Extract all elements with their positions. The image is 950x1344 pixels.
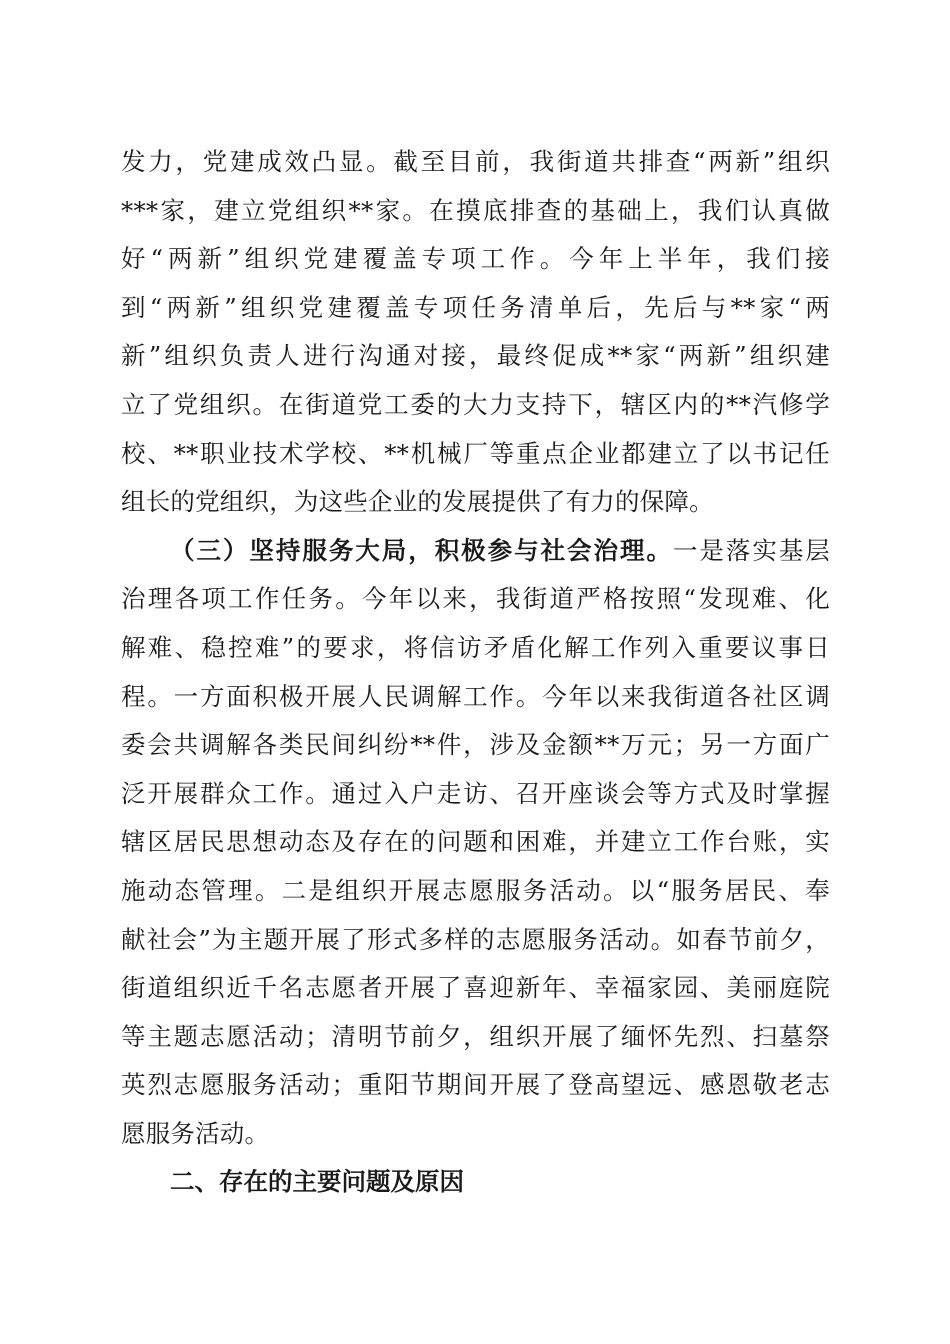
text-line: 等主题志愿活动；清明节前夕，组织开展了缅怀先烈、扫墓祭 [121, 1021, 830, 1051]
section-subheading: （三）坚持服务大局，积极参与社会治理。 [170, 535, 673, 565]
text-line: ***家，建立党组织**家。在摸底排查的基础上，我们认真做 [121, 195, 830, 225]
lead-text: 一是落实基层 [672, 535, 830, 565]
document-page [121, 138, 830, 1207]
text-line: 好“两新”组织党建覆盖专项工作。今年上半年，我们接 [121, 244, 830, 274]
text-line: 街道组织近千名志愿者开展了喜迎新年、幸福家园、美丽庭院 [121, 973, 830, 1003]
text-line: 愿服务活动。 [121, 1118, 270, 1148]
text-line: 新”组织负责人进行沟通对接，最终促成**家“两新”组织建 [121, 341, 830, 371]
text-line: 解难、稳控难”的要求，将信访矛盾化解工作列入重要议事日 [121, 632, 830, 662]
text-line: 施动态管理。二是组织开展志愿服务活动。以“服务居民、奉 [121, 875, 830, 905]
section-heading: 二、存在的主要问题及原因 [170, 1167, 464, 1197]
text-line: 献社会”为主题开展了形式多样的志愿服务活动。如春节前夕， [121, 924, 830, 954]
paragraph-party-building [121, 138, 830, 527]
text-line: 英烈志愿服务活动；重阳节期间开展了登高望远、感恩敬老志 [121, 1070, 830, 1100]
text-line: 组长的党组织，为这些企业的发展提供了有力的保障。 [121, 487, 714, 517]
text-line: 校、**职业技术学校、**机械厂等重点企业都建立了以书记任 [121, 438, 830, 468]
text-line: 泛开展群众工作。通过入户走访、召开座谈会等方式及时掌握 [121, 778, 830, 808]
text-line: 发力，党建成效凸显。截至目前，我街道共排查“两新”组织 [121, 147, 830, 176]
text-line-lead [121, 527, 830, 576]
text-line: 委会共调解各类民间纠纷**件，涉及金额**万元；另一方面广 [121, 730, 830, 760]
text-line: 辖区居民思想动态及存在的问题和困难，并建立工作台账，实 [121, 827, 830, 857]
text-line: 到“两新”组织党建覆盖专项任务清单后，先后与**家“两 [121, 292, 830, 322]
paragraph-social-governance [121, 527, 830, 1159]
text-line: 立了党组织。在街道党工委的大力支持下，辖区内的**汽修学 [121, 389, 830, 419]
text-line: 程。一方面积极开展人民调解工作。今年以来我街道各社区调 [121, 681, 830, 711]
text-line: 治理各项工作任务。今年以来，我街道严格按照“发现难、化 [121, 584, 830, 614]
